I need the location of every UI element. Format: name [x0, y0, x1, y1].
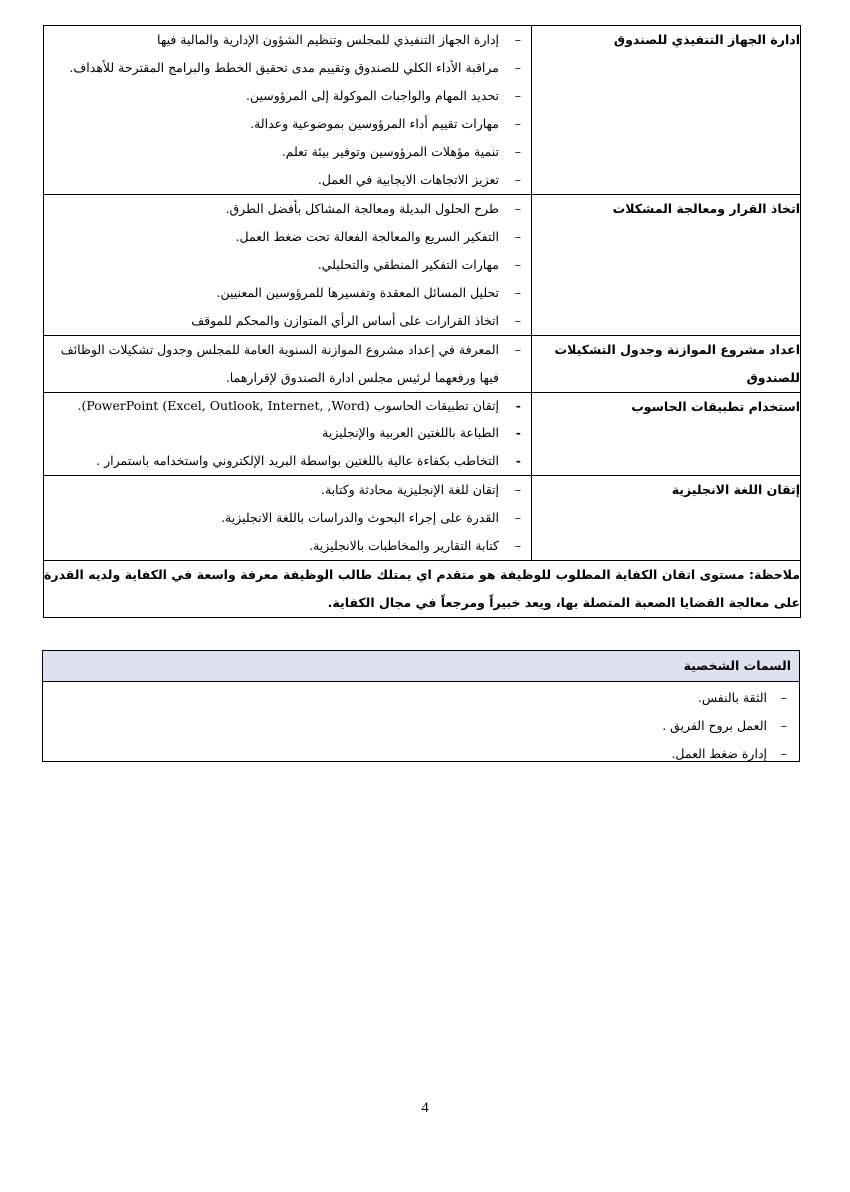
competency-label: استخدام تطبيقات الحاسوب — [532, 393, 801, 476]
list-item: – إدارة ضغط العمل. — [43, 740, 799, 768]
list-item: – الثقة بالنفس. — [43, 684, 799, 712]
dash-bullet: – — [514, 342, 521, 357]
table-row — [44, 195, 801, 336]
competency-items — [44, 195, 531, 335]
table-row — [44, 393, 801, 476]
list-item: – تعزيز الاتجاهات الايجابية في العمل. — [44, 166, 531, 194]
dash-bullet: – — [514, 60, 521, 75]
dash-bullet: – — [514, 482, 521, 497]
list-item: – مراقبة الأداء الكلي للصندوق وتقييم مدى تحقيق الخطط والبرامج المقترحة للأهداف. — [44, 54, 531, 82]
list-item: – إدارة الجهاز التنفيذي للمجلس وتنظيم الشؤون الإدارية والمالية فيها — [44, 26, 531, 54]
dash-bullet: – — [514, 257, 521, 272]
dash-bullet: – — [514, 32, 521, 47]
dash-bullet: – — [514, 510, 521, 525]
list-item: – إتقان للغة الإنجليزية محادثة وكتابة. — [44, 476, 531, 504]
list-item: – مهارات تقييم أداء المرؤوسين بموضوعية وعدالة. — [44, 110, 531, 138]
list-item: – تنمية مؤهلات المرؤوسين وتوفير بيئة تعلم. — [44, 138, 531, 166]
table-row — [44, 26, 801, 195]
section-title: السمات الشخصية — [43, 651, 799, 682]
dash-bullet: – — [780, 690, 787, 705]
dash-bullet: – — [514, 201, 521, 216]
list-item: - إتقان تطبيقات الحاسوب (Excel, Outlook, Internet, ,Word) PowerPoint). — [44, 393, 531, 419]
competency-label: إتقان اللغة الانجليزية — [532, 476, 801, 561]
table-row — [44, 336, 801, 393]
list-item: – مهارات التفكير المنطقي والتحليلي. — [44, 251, 531, 279]
dash-bullet: – — [780, 746, 787, 761]
list-item: – القدرة على إجراء البحوث والدراسات باللغة الانجليزية. — [44, 504, 531, 532]
list-item: – التفكير السريع والمعالجة الفعالة تحت ضغط العمل. — [44, 223, 531, 251]
proficiency-note: ملاحظة: مستوى اتقان الكفاية المطلوب للوظيفة هو متقدم اي يمتلك طالب الوظيفة معرفة واسعة في الكفاية ولديه القدرة على معالجة القضايا الصعبة المتصلة بها، ويعد خبيراً ومرجعاً في مجال الكفاية. — [44, 561, 801, 618]
list-item: – تحديد المهام والواجبات الموكولة إلى المرؤوسين. — [44, 82, 531, 110]
list-item: – تحليل المسائل المعقدة وتفسيرها للمرؤوسين المعنيين. — [44, 279, 531, 307]
dash-bullet: – — [514, 538, 521, 553]
table-row — [44, 476, 801, 561]
dash-bullet: – — [514, 144, 521, 159]
competency-items — [44, 26, 531, 194]
dash-bullet: – — [514, 285, 521, 300]
dash-bullet: – — [514, 88, 521, 103]
list-item: – طرح الحلول البديلة ومعالجة المشاكل بأفضل الطرق. — [44, 195, 531, 223]
dash-bullet: – — [514, 116, 521, 131]
competency-items — [44, 393, 531, 475]
competency-items — [44, 476, 531, 560]
list-item: - الطباعة باللغتين العربية والإنجليزية — [44, 419, 531, 447]
dash-bullet: – — [514, 229, 521, 244]
dash-bullet: - — [515, 398, 521, 413]
dash-bullet: – — [514, 313, 521, 328]
list-item: - التخاطب بكفاءة عالية باللغتين بواسطة البريد الإلكتروني واستخدامه باستمرار . — [44, 447, 531, 475]
list-item: – المعرفة في إعداد مشروع الموازنة السنوية العامة للمجلس وجدول تشكيلات الوظائف فيها ورفعهما لرئيس مجلس ادارة الصندوق لإقرارهما. — [44, 336, 531, 392]
competency-label: ادارة الجهاز التنفيذي للصندوق — [532, 26, 801, 195]
personal-traits-box — [42, 650, 800, 762]
competency-items — [44, 336, 531, 392]
list-item: – كتابة التقارير والمخاطبات بالانجليزية. — [44, 532, 531, 560]
competency-table — [43, 25, 801, 618]
note-row — [44, 561, 801, 618]
competency-label: اتخاذ القرار ومعالجة المشكلات — [532, 195, 801, 336]
competency-label: اعداد مشروع الموازنة وجدول التشكيلات للصندوق — [532, 336, 801, 393]
list-item: – اتخاذ القرارات على أساس الرأي المتوازن والمحكم للموقف — [44, 307, 531, 335]
page-number: 4 — [421, 1100, 429, 1116]
traits-list — [43, 682, 799, 768]
dash-bullet: – — [780, 718, 787, 733]
dash-bullet: - — [515, 453, 521, 468]
list-item: – العمل بروح الفريق . — [43, 712, 799, 740]
dash-bullet: – — [514, 172, 521, 187]
dash-bullet: - — [515, 425, 521, 440]
